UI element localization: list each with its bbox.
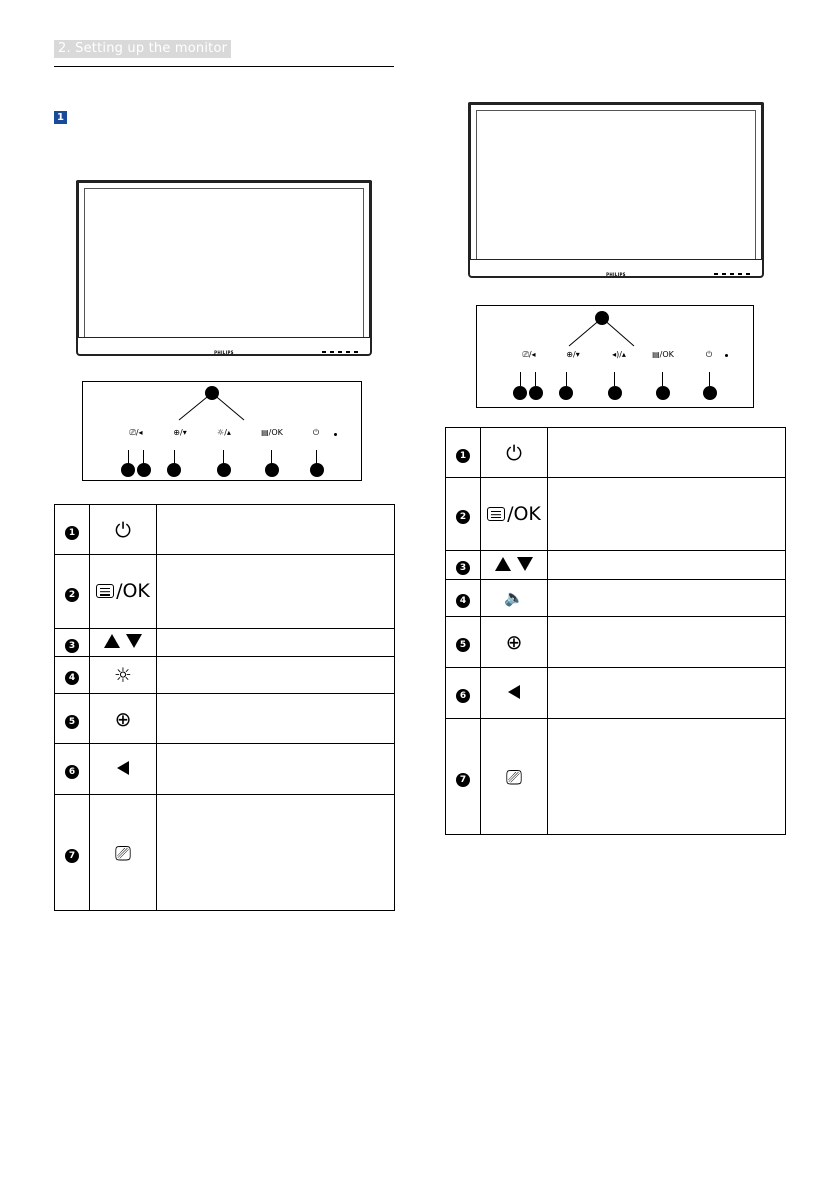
monitor-illustration-left <box>76 180 372 355</box>
table-row <box>55 744 395 795</box>
row-description <box>548 478 786 551</box>
control-power[interactable]: ⏻ <box>312 428 320 437</box>
control-tick <box>128 450 129 464</box>
table-row <box>55 555 395 629</box>
power-icon: ⏻ <box>115 517 131 542</box>
row-number: 2 <box>456 510 470 524</box>
row-number: 5 <box>456 638 470 652</box>
menu-ok-icon: /OK <box>96 581 150 601</box>
row-number: 7 <box>456 773 470 787</box>
volume-icon: 🔈 <box>504 588 524 607</box>
row-number: 6 <box>65 765 79 779</box>
row-description <box>157 694 395 744</box>
row-description <box>548 668 786 719</box>
row-number: 6 <box>456 689 470 703</box>
row-description <box>157 629 395 657</box>
row-number: 3 <box>456 561 470 575</box>
callout-marker <box>121 463 135 477</box>
bezel-buttons <box>714 273 750 275</box>
control-tick <box>662 372 663 386</box>
control-tick <box>520 372 521 386</box>
row-description <box>548 719 786 835</box>
control-tick <box>174 450 175 464</box>
row-number: 4 <box>65 671 79 685</box>
callout-marker <box>529 386 543 400</box>
up-down-arrows-icon <box>495 557 533 571</box>
monitor-screen <box>476 110 756 260</box>
menu-ok-icon: /OK <box>487 504 541 524</box>
control-menu-ok[interactable]: ▤/OK <box>261 428 283 437</box>
control-tick <box>143 450 144 464</box>
row-number: 3 <box>65 639 79 653</box>
row-number: 4 <box>456 594 470 608</box>
row-description <box>548 551 786 580</box>
row-description <box>548 580 786 617</box>
control-tick <box>566 372 567 386</box>
table-row <box>446 478 786 551</box>
power-icon: ⏻ <box>506 440 522 465</box>
back-arrow-icon <box>117 761 129 775</box>
smartimage-icon: ⎚ <box>506 764 522 789</box>
monitor-screen <box>84 188 364 338</box>
up-down-arrows-icon <box>104 634 142 648</box>
key-table-right <box>445 427 786 835</box>
row-description <box>548 428 786 478</box>
bezel-buttons <box>322 351 358 353</box>
monitor-bezel <box>468 259 764 278</box>
control-power[interactable]: ⏻ <box>705 350 713 359</box>
callout-dot <box>595 311 609 325</box>
monitor-bezel <box>76 337 372 356</box>
input-icon: ⊕ <box>114 706 132 731</box>
philips-logo: PHILIPS <box>214 350 234 355</box>
table-row <box>55 795 395 911</box>
callout-marker <box>703 386 717 400</box>
key-table-left <box>54 504 395 911</box>
power-led <box>334 433 337 436</box>
philips-logo: PHILIPS <box>606 272 626 277</box>
input-icon: ⊕ <box>505 630 523 654</box>
table-row <box>446 551 786 580</box>
table-row <box>446 617 786 668</box>
row-description <box>548 617 786 668</box>
callout-marker <box>608 386 622 400</box>
row-number: 5 <box>65 715 79 729</box>
control-tick <box>271 450 272 464</box>
control-tick <box>316 450 317 464</box>
control-smartimage-back[interactable]: ⎚/◂ <box>522 350 536 359</box>
back-arrow-icon <box>508 685 520 699</box>
callout-marker <box>310 463 324 477</box>
callout-marker <box>265 463 279 477</box>
callout-marker <box>167 463 181 477</box>
callout-dot <box>205 386 219 400</box>
row-number: 1 <box>65 526 79 540</box>
table-row <box>446 668 786 719</box>
header-divider <box>54 66 394 67</box>
table-row <box>446 580 786 617</box>
power-led <box>725 354 728 357</box>
table-row <box>55 505 395 555</box>
control-volume-up[interactable]: ◂)/▴ <box>612 350 626 359</box>
table-row <box>55 629 395 657</box>
control-tick <box>223 450 224 464</box>
callout-marker <box>513 386 527 400</box>
row-number: 1 <box>456 449 470 463</box>
control-brightness-up[interactable]: ☼/▴ <box>217 428 231 437</box>
control-input-down[interactable]: ⊕/▾ <box>566 350 580 359</box>
callout-marker <box>137 463 151 477</box>
row-description <box>157 505 395 555</box>
control-panel-right <box>476 305 754 408</box>
control-tick <box>535 372 536 386</box>
control-menu-ok[interactable]: ▤/OK <box>652 350 674 359</box>
smartimage-icon: ⎚ <box>115 840 131 865</box>
row-description <box>157 657 395 694</box>
table-row <box>55 657 395 694</box>
control-input-down[interactable]: ⊕/▾ <box>173 428 187 437</box>
row-description <box>157 744 395 795</box>
control-panel-left <box>82 381 362 481</box>
monitor-illustration-right <box>468 102 764 277</box>
callout-marker <box>217 463 231 477</box>
row-description <box>157 555 395 629</box>
table-row <box>446 428 786 478</box>
row-number: 2 <box>65 588 79 602</box>
table-row <box>55 694 395 744</box>
row-description <box>157 795 395 911</box>
control-tick <box>614 372 615 386</box>
table-row <box>446 719 786 835</box>
brightness-icon: ☼ <box>114 663 132 687</box>
step-badge: 1 <box>54 111 67 124</box>
control-smartimage-back[interactable]: ⎚/◂ <box>129 428 143 437</box>
callout-marker <box>559 386 573 400</box>
callout-marker <box>656 386 670 400</box>
control-tick <box>709 372 710 386</box>
row-number: 7 <box>65 849 79 863</box>
section-title: 2. Setting up the monitor <box>54 40 231 58</box>
